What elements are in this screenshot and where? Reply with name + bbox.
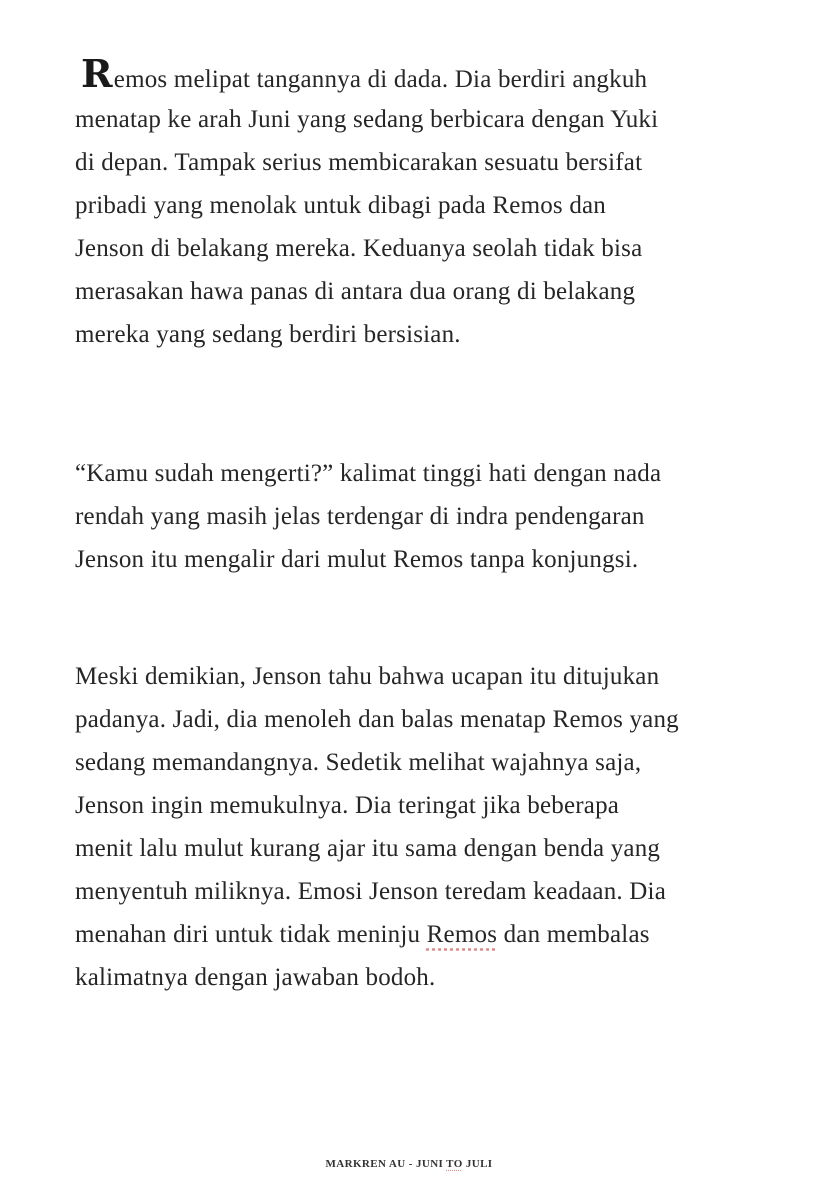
paragraph-line [75, 50, 755, 98]
paragraph-line: menatap ke arah Juni yang sedang berbicara dengan Yuki [75, 106, 659, 133]
footer-text: JULI [462, 1158, 493, 1170]
paragraph-line: kalimatnya dengan jawaban bodoh. [75, 964, 436, 991]
drop-cap: R [81, 51, 113, 96]
paragraph-line: di depan. Tampak serius membicarakan sesuatu bersifat [75, 149, 643, 176]
paragraph-line: menit lalu mulut kurang ajar itu sama dengan benda yang [75, 835, 661, 862]
paragraph-line: mereka yang sedang berdiri bersisian. [75, 321, 461, 348]
spellcheck-marked-word: Remos [426, 921, 498, 948]
paragraph-1 [75, 50, 755, 356]
paragraph-line [75, 913, 755, 956]
footer-marked-word: TO [446, 1158, 463, 1170]
paragraph-line: “Kamu sudah mengerti?” kalimat tinggi hati dengan nada [75, 460, 662, 487]
paragraph-2 [75, 452, 755, 581]
line-text: emos melipat tangannya di dada. Dia berdiri angkuh [113, 66, 648, 93]
page-footer [0, 1158, 818, 1170]
footer-text: MARKREN AU - JUNI [325, 1158, 447, 1170]
paragraph-line: padanya. Jadi, dia menoleh dan balas menatap Remos yang [75, 706, 679, 733]
paragraph-line: Meski demikian, Jenson tahu bahwa ucapan itu ditujukan [75, 663, 660, 690]
line-text: menahan diri untuk tidak meninju [75, 921, 427, 948]
paragraph-line: sedang memandangnya. Sedetik melihat wajahnya saja, [75, 749, 642, 776]
paragraph-line: menyentuh miliknya. Emosi Jenson teredam keadaan. Dia [75, 878, 666, 905]
paragraph-line: Jenson itu mengalir dari mulut Remos tanpa konjungsi. [75, 546, 639, 573]
paragraph-line: pribadi yang menolak untuk dibagi pada Remos dan [75, 192, 607, 219]
paragraph-line: Jenson di belakang mereka. Keduanya seolah tidak bisa [75, 235, 643, 262]
paragraph-3 [75, 655, 755, 999]
paragraph-line: Jenson ingin memukulnya. Dia teringat jika beberapa [75, 792, 620, 819]
paragraph-line: merasakan hawa panas di antara dua orang di belakang [75, 278, 636, 305]
line-text: dan membalas [497, 921, 650, 948]
paragraph-line: rendah yang masih jelas terdengar di indra pendengaran [75, 503, 645, 530]
